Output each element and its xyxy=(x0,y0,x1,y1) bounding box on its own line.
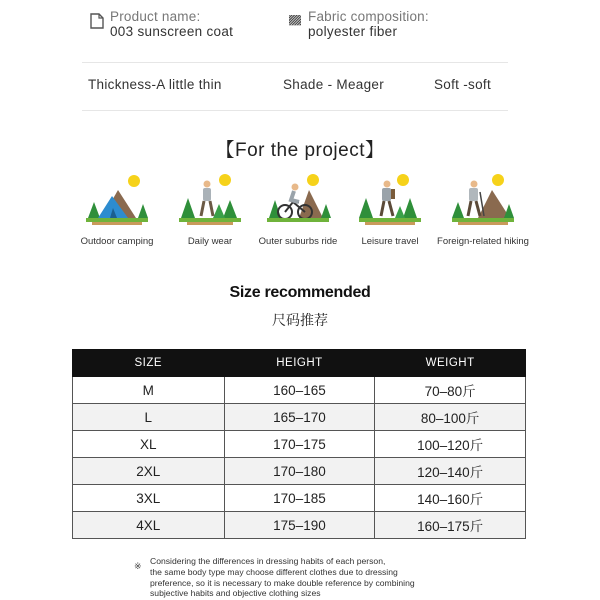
activity-label: Daily wear xyxy=(187,236,233,247)
note-line: subjective habits and objective clothing sizes xyxy=(150,588,321,599)
size-cell: 4XL xyxy=(73,512,225,539)
project-title: 【For the project】 xyxy=(215,140,385,161)
weight-column-header: WEIGHT xyxy=(375,350,526,377)
attributes-row xyxy=(0,77,600,97)
table-row xyxy=(73,458,526,485)
size-cell: 2XL xyxy=(73,458,225,485)
weight-cell: 120–140斤 xyxy=(375,458,526,485)
weight-cell: 70–80斤 xyxy=(375,377,526,404)
height-cell: 170–175 xyxy=(224,431,375,458)
activity-label: Leisure travel xyxy=(361,236,419,247)
weight-cell: 140–160斤 xyxy=(375,485,526,512)
activity-label: Outdoor camping xyxy=(80,236,154,247)
size-section-title: Size recommended xyxy=(229,284,371,301)
note-line: the same body type may choose different clothes due to dressing xyxy=(150,566,398,577)
reference-mark: ※ xyxy=(134,561,142,571)
product-name-value: 003 sunscreen coat xyxy=(110,24,234,39)
weight-cell: 80–100斤 xyxy=(375,404,526,431)
note-line: preference, so it is necessary to make double reference by combining xyxy=(150,577,415,588)
size-section-subtitle: 尺码推荐 xyxy=(272,312,328,328)
hiker-icon xyxy=(450,172,516,228)
fabric-pattern-icon xyxy=(288,15,302,27)
activities-row xyxy=(0,170,600,255)
document-icon xyxy=(90,13,104,29)
note-text xyxy=(150,556,510,599)
fabric-value: polyester fiber xyxy=(308,24,398,39)
product-name-label: Product name: xyxy=(110,9,201,24)
fabric-label: Fabric composition: xyxy=(308,9,429,24)
walking-person-icon xyxy=(177,172,243,228)
table-header-row xyxy=(73,350,526,377)
traveler-icon xyxy=(357,172,423,228)
height-cell: 170–185 xyxy=(224,485,375,512)
size-cell: XL xyxy=(73,431,225,458)
weight-cell: 100–120斤 xyxy=(375,431,526,458)
cyclist-icon xyxy=(265,172,331,228)
size-table xyxy=(72,349,526,539)
table-row xyxy=(73,512,526,539)
height-cell: 175–190 xyxy=(224,512,375,539)
table-row xyxy=(73,485,526,512)
divider xyxy=(82,62,508,63)
table-row xyxy=(73,404,526,431)
height-cell: 165–170 xyxy=(224,404,375,431)
size-cell: L xyxy=(73,404,225,431)
activity-label: Outer suburbs ride xyxy=(258,236,338,247)
divider xyxy=(82,110,508,111)
table-row xyxy=(73,377,526,404)
camping-tent-icon xyxy=(84,172,150,228)
size-cell: M xyxy=(73,377,225,404)
shade-attribute: Shade - Meager xyxy=(283,77,385,92)
weight-cell: 160–175斤 xyxy=(375,512,526,539)
activity-foreign-related-hiking xyxy=(428,170,538,255)
table-row xyxy=(73,431,526,458)
thickness-attribute: Thickness-A little thin xyxy=(88,77,222,92)
height-column-header: HEIGHT xyxy=(224,350,375,377)
height-cell: 160–165 xyxy=(224,377,375,404)
note-line: Considering the differences in dressing habits of each person, xyxy=(150,556,386,566)
size-column-header: SIZE xyxy=(73,350,225,377)
size-cell: 3XL xyxy=(73,485,225,512)
softness-attribute: Soft -soft xyxy=(434,77,492,92)
product-info xyxy=(0,10,600,50)
activity-label: Foreign-related hiking xyxy=(437,236,529,247)
height-cell: 170–180 xyxy=(224,458,375,485)
